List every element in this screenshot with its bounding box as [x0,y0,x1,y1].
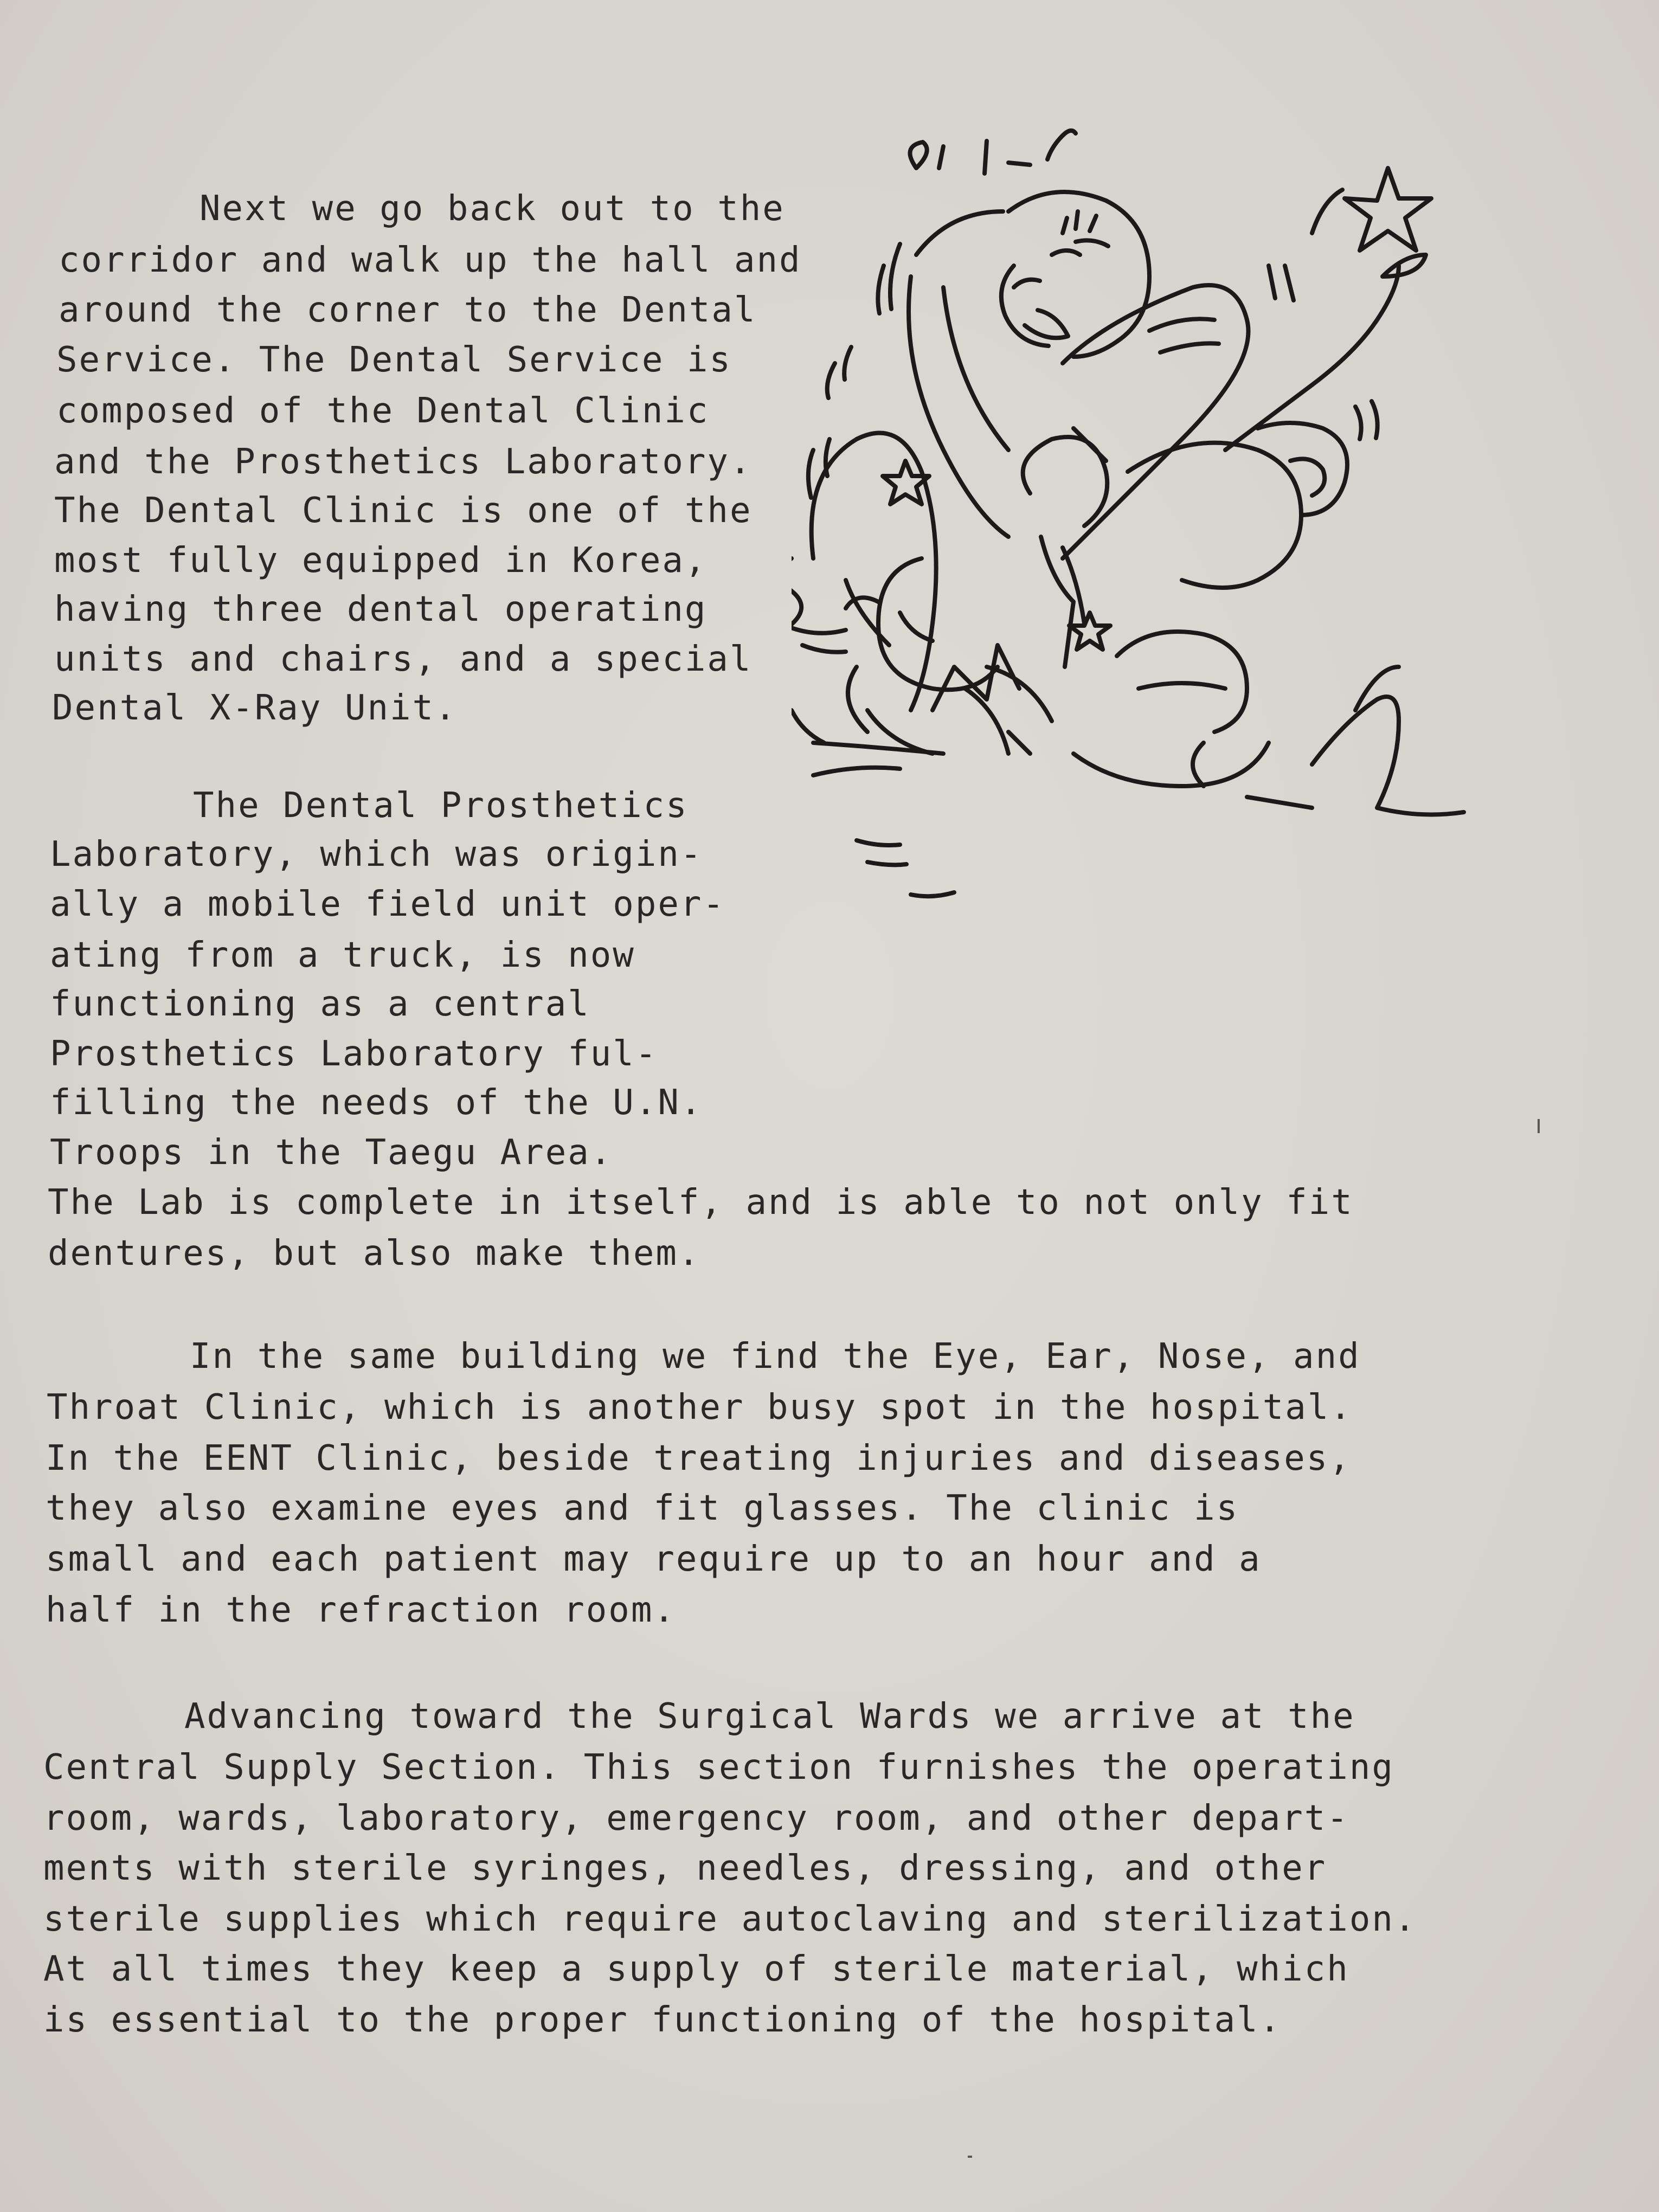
text-line: Service. The Dental Service is [56,340,732,380]
text-line: Prosthetics Laboratory ful- [50,1034,658,1074]
text-line: ments with sterile syringes, needles, dressing, and other [43,1848,1327,1888]
text-line: and the Prosthetics Laboratory. [54,442,753,482]
text-line: sterile supplies which require autoclaving and sterilization. [43,1899,1417,1939]
text-line: small and each patient may require up to an hour and a [46,1539,1262,1579]
text-line: Advancing toward the Surgical Wards we arrive at the [184,1696,1355,1737]
text-line: At all times they keep a supply of sterile material, which [43,1949,1349,1989]
text-line: ating from a truck, is now [50,935,635,975]
text-line: In the same building we find the Eye, Ear, Nose, and [190,1336,1361,1377]
text-line: filling the needs of the U.N. [50,1083,703,1123]
text-line: around the corner to the Dental [59,290,757,330]
text-line: Laboratory, which was origin- [50,834,703,874]
text-line: ally a mobile field unit oper- [50,884,725,924]
paper-mark [1538,1119,1540,1133]
text-line: functioning as a central [50,984,590,1024]
text-line: most fully equipped in Korea, [54,541,708,581]
text-line: dentures, but also make them. [48,1233,701,1274]
text-line: composed of the Dental Clinic [56,391,710,431]
text-line: they also examine eyes and fit glasses. The clinic is [46,1488,1239,1528]
text-line: is essential to the proper functioning of the hospital. [43,2000,1282,2040]
text-line: Troops in the Taegu Area. [50,1133,613,1173]
text-line: Next we go back out to the [200,189,785,229]
text-line: Throat Clinic, which is another busy spot in the hospital. [47,1387,1353,1427]
cartoon-dental-patient-icon [792,103,1616,1057]
text-line: Central Supply Section. This section furnishes the operating [43,1747,1394,1787]
text-line: The Lab is complete in itself, and is able to not only fit [48,1182,1354,1223]
text-line: corridor and walk up the hall and [59,240,802,280]
text-line: room, wards, laboratory, emergency room, and other depart- [43,1798,1349,1838]
text-line: half in the refraction room. [46,1590,676,1630]
paper-mark [968,2156,972,2158]
text-line: The Dental Clinic is one of the [54,491,753,531]
text-line: The Dental Prosthetics [193,786,689,826]
text-line: units and chairs, and a special [54,639,753,679]
text-line: having three dental operating [54,589,708,629]
cartoon-illustration [792,103,1616,1057]
text-line: In the EENT Clinic, beside treating injuries and diseases, [46,1438,1352,1478]
text-line: Dental X-Ray Unit. [52,688,458,728]
